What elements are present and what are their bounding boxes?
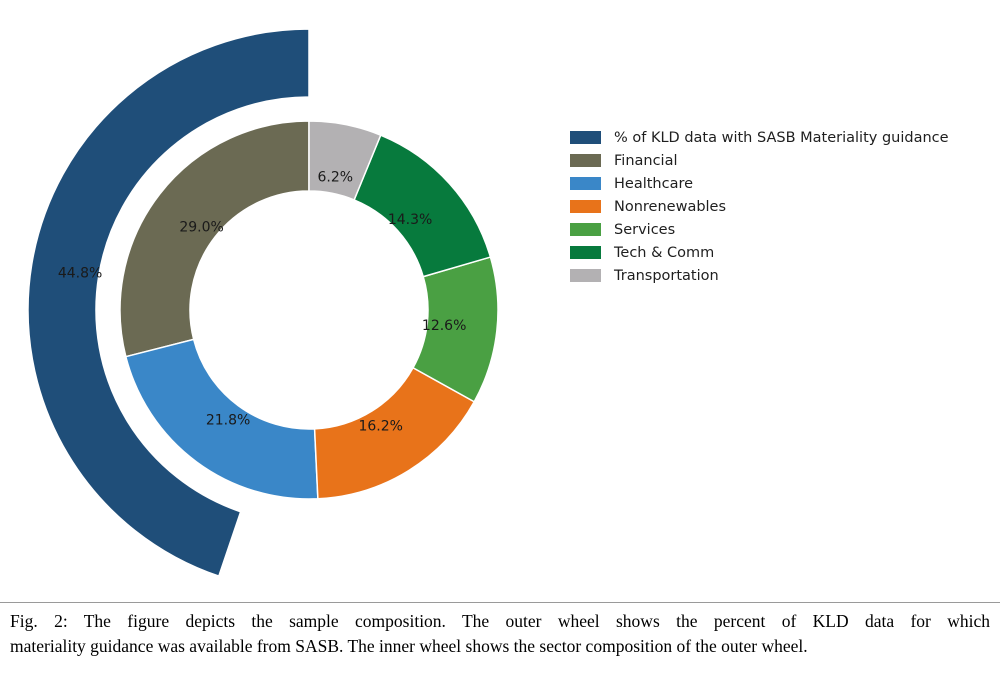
legend-swatch [570,269,601,282]
slice-label: 44.8% [57,265,103,282]
slice-label: 16.2% [358,418,403,435]
legend-swatch [570,246,601,259]
slice-label: 6.2% [317,169,354,186]
slice-label: 29.0% [179,219,224,236]
slice-label: 14.3% [387,212,433,229]
inner-slice-tech-comm [354,135,490,277]
figure-caption [0,602,1000,659]
slice-label: 12.6% [421,318,467,335]
legend-label: Services [614,221,676,238]
legend-swatch [570,154,601,167]
legend-swatch [570,223,601,236]
legend-item [570,195,949,218]
caption-line-1: Fig. 2: The figure depicts the sample composition. The outer wheel shows the percent of KLD data for which [10,611,990,631]
legend-item [570,149,949,172]
legend-item [570,241,949,264]
legend-swatch [570,131,601,144]
legend-item [570,218,949,241]
legend [570,126,949,287]
legend-item [570,126,949,149]
legend-label: Healthcare [614,175,694,192]
legend-label: Tech & Comm [614,244,715,261]
inner-ring-group [120,121,498,499]
legend-swatch [570,177,601,190]
legend-swatch [570,200,601,213]
caption-line-2: materiality guidance was available from SASB. The inner wheel shows the sector composition of the outer wheel. [10,636,808,656]
legend-label: Nonrenewables [614,198,727,215]
legend-label: Transportation [614,267,719,284]
legend-item [570,264,949,287]
slice-label: 21.8% [205,412,251,429]
legend-label: Financial [614,152,678,169]
legend-label: % of KLD data with SASB Materiality guidance [614,129,949,146]
legend-item [570,172,949,195]
